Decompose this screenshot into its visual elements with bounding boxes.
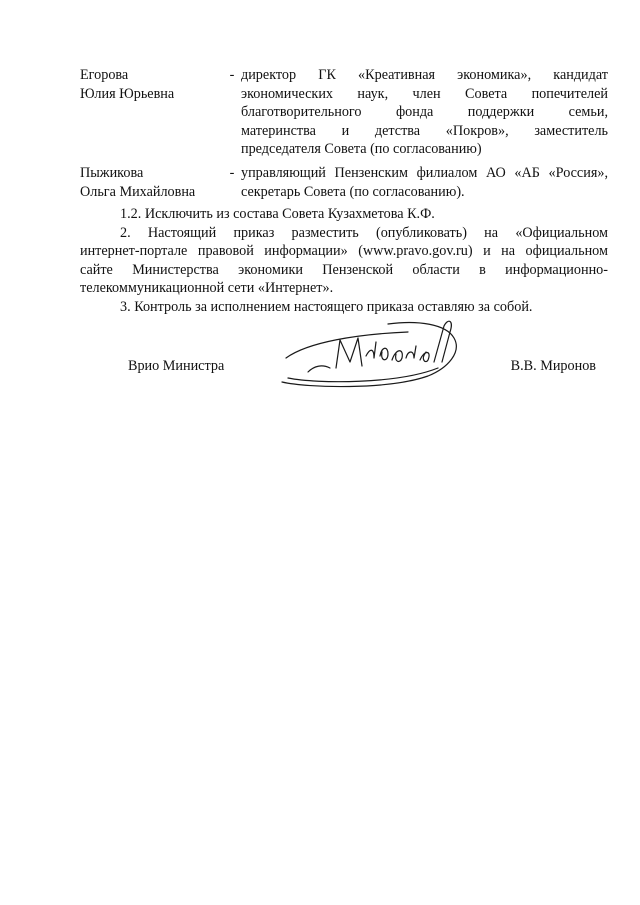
member-role: [241, 164, 608, 201]
member-role: [241, 66, 608, 159]
clause-line: телекоммуникационной сети «Интернет».: [80, 280, 334, 297]
council-member-egorova: [80, 66, 608, 159]
clause-2: [80, 224, 608, 298]
member-dash: -: [229, 67, 235, 83]
role-line: секретарь Совета (по согласованию).: [241, 183, 465, 200]
role-line: материнства и детства «Покров», заместитель: [241, 122, 608, 139]
order-clauses: [80, 205, 608, 317]
member-given-names: Юлия Юрьевна: [80, 85, 175, 102]
member-name: [80, 164, 220, 201]
role-line: управляющий Пензенским филиалом АО «АБ «Россия»,: [241, 165, 608, 181]
clause-line: 2. Настоящий приказ разместить (опубликовать) на «Официальном: [120, 224, 608, 241]
member-surname: Пыжикова: [80, 165, 144, 181]
council-member-pyzhikova: [80, 164, 608, 201]
handwritten-signature: [278, 312, 468, 392]
role-line: директор ГК «Креативная экономика», кандидат: [241, 67, 608, 83]
role-line: экономических наук, член Совета попечителей: [241, 85, 608, 102]
signature-block: [80, 357, 608, 379]
clause-1-2: [80, 205, 608, 224]
member-dash: -: [229, 165, 235, 181]
clause-line: сайте Министерства экономики Пензенской области в информационно-: [80, 261, 608, 278]
clause-line: 1.2. Исключить из состава Совета Кузахметова К.Ф.: [120, 206, 435, 222]
clause-line: 3. Контроль за исполнением настоящего приказа оставляю за собой.: [120, 298, 533, 315]
member-surname: Егорова: [80, 67, 129, 83]
role-line: благотворительного фонда поддержки семьи,: [241, 104, 608, 121]
member-given-names: Ольга Михайловна: [80, 183, 196, 200]
role-line: председателя Совета (по согласованию): [241, 141, 482, 158]
member-name: [80, 66, 220, 103]
clause-line: интернет-портале правовой информации» (www.pravo.gov.ru) и на официальном: [80, 243, 608, 260]
signatory-position: Врио Министра: [128, 358, 225, 374]
signatory-name: В.В. Миронов: [510, 358, 596, 374]
